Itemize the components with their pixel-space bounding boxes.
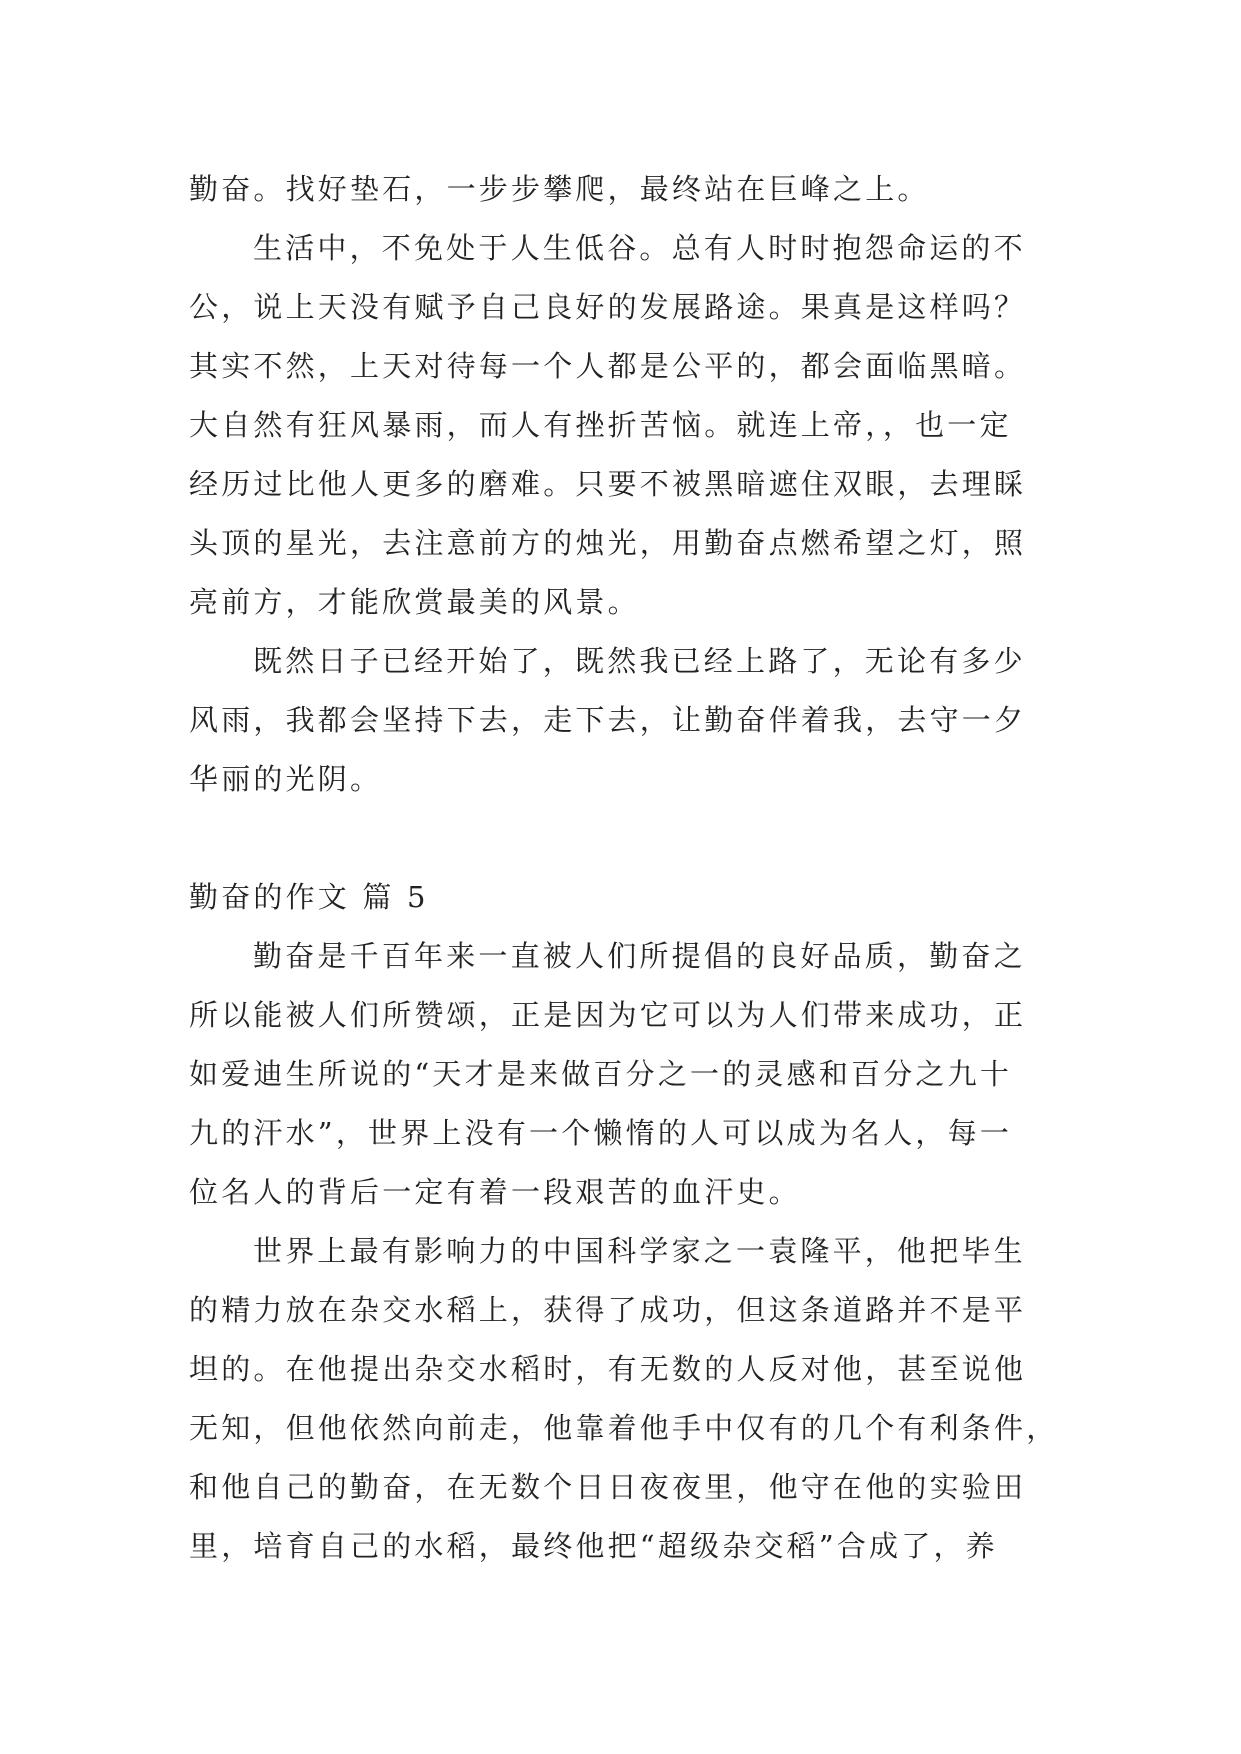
text-line: 无知，但他依然向前走，他靠着他手中仅有的几个有利条件， (189, 1411, 1059, 1445)
text-line: 大自然有狂风暴雨，而人有挫折苦恼。就连上帝，，也一定 (189, 408, 1012, 442)
text-line: 勤奋是千百年来一直被人们所提倡的良好品质，勤奋之 (253, 939, 1026, 973)
text-line: 九的汗水”，世界上没有一个懒惰的人可以成为名人，每一 (189, 1116, 1013, 1150)
text-line: 公，说上天没有赋予自己良好的发展路途。果真是这样吗？ (189, 290, 1027, 324)
text-line: 头顶的星光，去注意前方的烛光，用勤奋点燃希望之灯，照 (189, 526, 1027, 560)
paragraph-2 (189, 219, 1049, 632)
paragraph-4 (189, 927, 1049, 1222)
document-body (189, 160, 1059, 1576)
text-line: 的精力放在杂交水稻上，获得了成功，但这条道路并不是平 (189, 1293, 1027, 1327)
text-line: 既然日子已经开始了，既然我已经上路了，无论有多少 (253, 644, 1026, 678)
text-line: 世界上最有影响力的中国科学家之一袁隆平，他把毕生 (253, 1234, 1026, 1268)
text-line: 坦的。在他提出杂交水稻时，有无数的人反对他，甚至说他 (189, 1352, 1027, 1386)
text-line: 亮前方，才能欣赏最美的风景。 (189, 585, 640, 619)
text-line: 其实不然，上天对待每一个人都是公平的，都会面临黑暗。 (189, 349, 1027, 383)
text-line: 和他自己的勤奋，在无数个日日夜夜里，他守在他的实验田 (189, 1470, 1027, 1504)
text-line: 华丽的光阴。 (189, 762, 383, 796)
text-line: 里，培育自己的水稻，最终他把“超级杂交稻”合成了，养 (189, 1529, 998, 1563)
text-line: 经历过比他人更多的磨难。只要不被黑暗遮住双眼，去理睬 (189, 467, 1027, 501)
text-line: 位名人的背后一定有着一段艰苦的血汗史。 (189, 1175, 801, 1209)
text-line: 生活中，不免处于人生低谷。总有人时时抱怨命运的不 (253, 231, 1026, 265)
text-line: 勤奋。找好垫石，一步步攀爬，最终站在巨峰之上。 (189, 172, 930, 206)
section-heading: 勤奋的作文 篇 5 (189, 880, 429, 914)
text-line: 风雨，我都会坚持下去，走下去，让勤奋伴着我，去守一夕 (189, 703, 1027, 737)
paragraph-5 (189, 1222, 1059, 1576)
text-line: 如爱迪生所说的“天才是来做百分之一的灵感和百分之九十 (189, 1057, 1013, 1091)
paragraph-1 (189, 160, 1049, 219)
text-line: 所以能被人们所赞颂，正是因为它可以为人们带来成功，正 (189, 998, 1027, 1032)
paragraph-3 (189, 632, 1049, 809)
